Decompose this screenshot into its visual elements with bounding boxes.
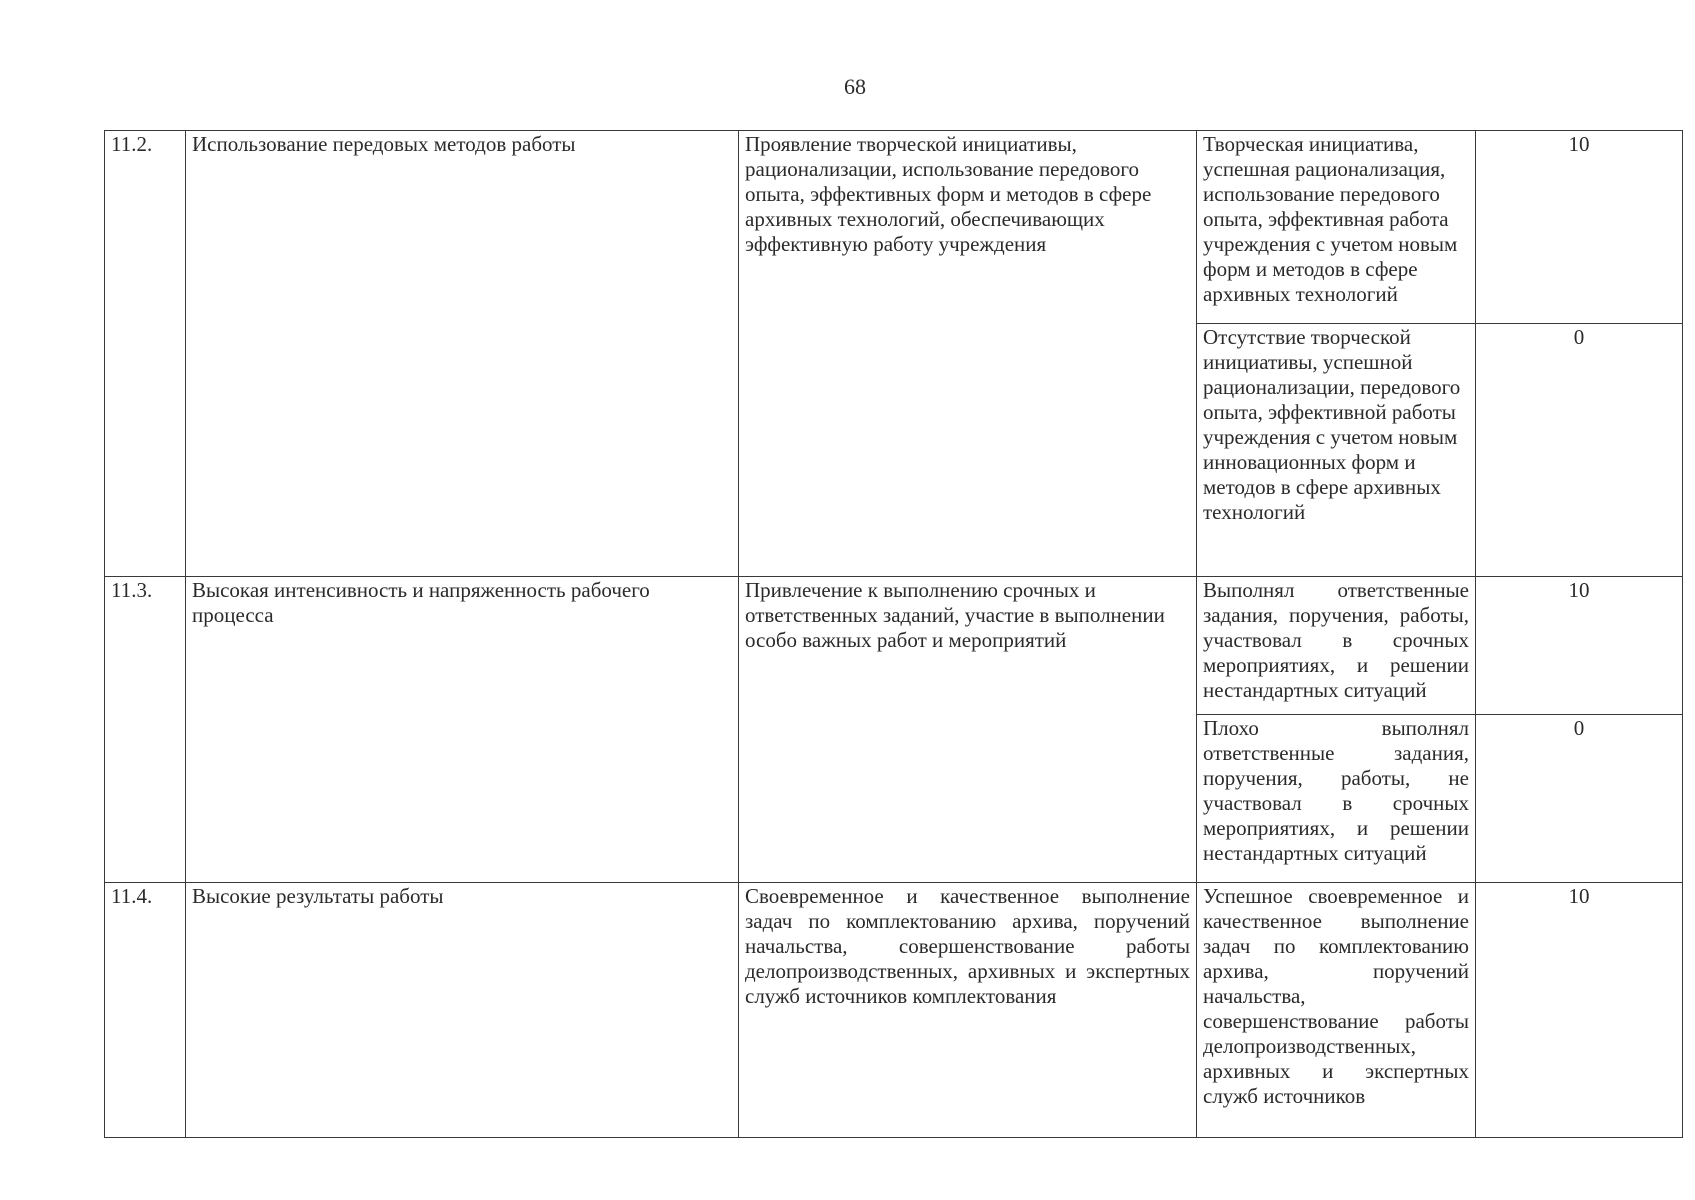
criterion-name: Высокие результаты работы xyxy=(186,883,739,1138)
condition-text: Отсутствие творческой инициативы, успешной рационализации, передового опыта, эффективной работы учреждения с учетом новым инновационных форм и методов в сфере архивных технологий xyxy=(1197,323,1476,576)
criterion-name: Высокая интенсивность и напряженность рабочего процесса xyxy=(186,576,739,883)
condition-text: Творческая инициатива, успешная рационализация, использование передового опыта, эффективная работа учреждения с учетом новым форм и методов в сфере архивных технологий xyxy=(1197,131,1476,324)
condition-score: 10 xyxy=(1476,576,1683,715)
condition-score: 10 xyxy=(1476,131,1683,324)
criterion-description: Своевременное и качественное выполнение задач по комплектованию архива, поручений начальства, совершенствование работы делопроизводственных, архивных и экспертных служб источников комплектования xyxy=(739,883,1197,1138)
criterion-description: Привлечение к выполнению срочных и ответственных заданий, участие в выполнении особо важных работ и мероприятий xyxy=(739,576,1197,883)
criterion-description: Проявление творческой инициативы, рационализации, использование передового опыта, эффективных форм и методов в сфере архивных технологий, обеспечивающих эффективную работу учреждения xyxy=(739,131,1197,577)
condition-text: Плохо выполнял ответственные задания, поручения, работы, не участвовал в срочных мероприятиях, и решении нестандартных ситуаций xyxy=(1197,715,1476,883)
condition-score: 0 xyxy=(1476,715,1683,883)
row-number: 11.3. xyxy=(105,576,186,883)
row-number: 11.4. xyxy=(105,883,186,1138)
condition-score: 10 xyxy=(1476,883,1683,1138)
criteria-table xyxy=(104,130,1683,1138)
table-row-11-2 xyxy=(105,131,1683,324)
row-number: 11.2. xyxy=(105,131,186,577)
criterion-name: Использование передовых методов работы xyxy=(186,131,739,577)
condition-text: Выполнял ответственные задания, поручения, работы, участвовал в срочных мероприятиях, и решении нестандартных ситуаций xyxy=(1197,576,1476,715)
table-row-11-3 xyxy=(105,576,1683,715)
page-number: 68 xyxy=(844,74,866,99)
table-row-11-4 xyxy=(105,883,1683,1138)
condition-text: Успешное своевременное и качественное выполнение задач по комплектованию архива, поручений начальства, совершенствование работы делопроизводственных, архивных и экспертных служб источников xyxy=(1197,883,1476,1138)
condition-score: 0 xyxy=(1476,323,1683,576)
